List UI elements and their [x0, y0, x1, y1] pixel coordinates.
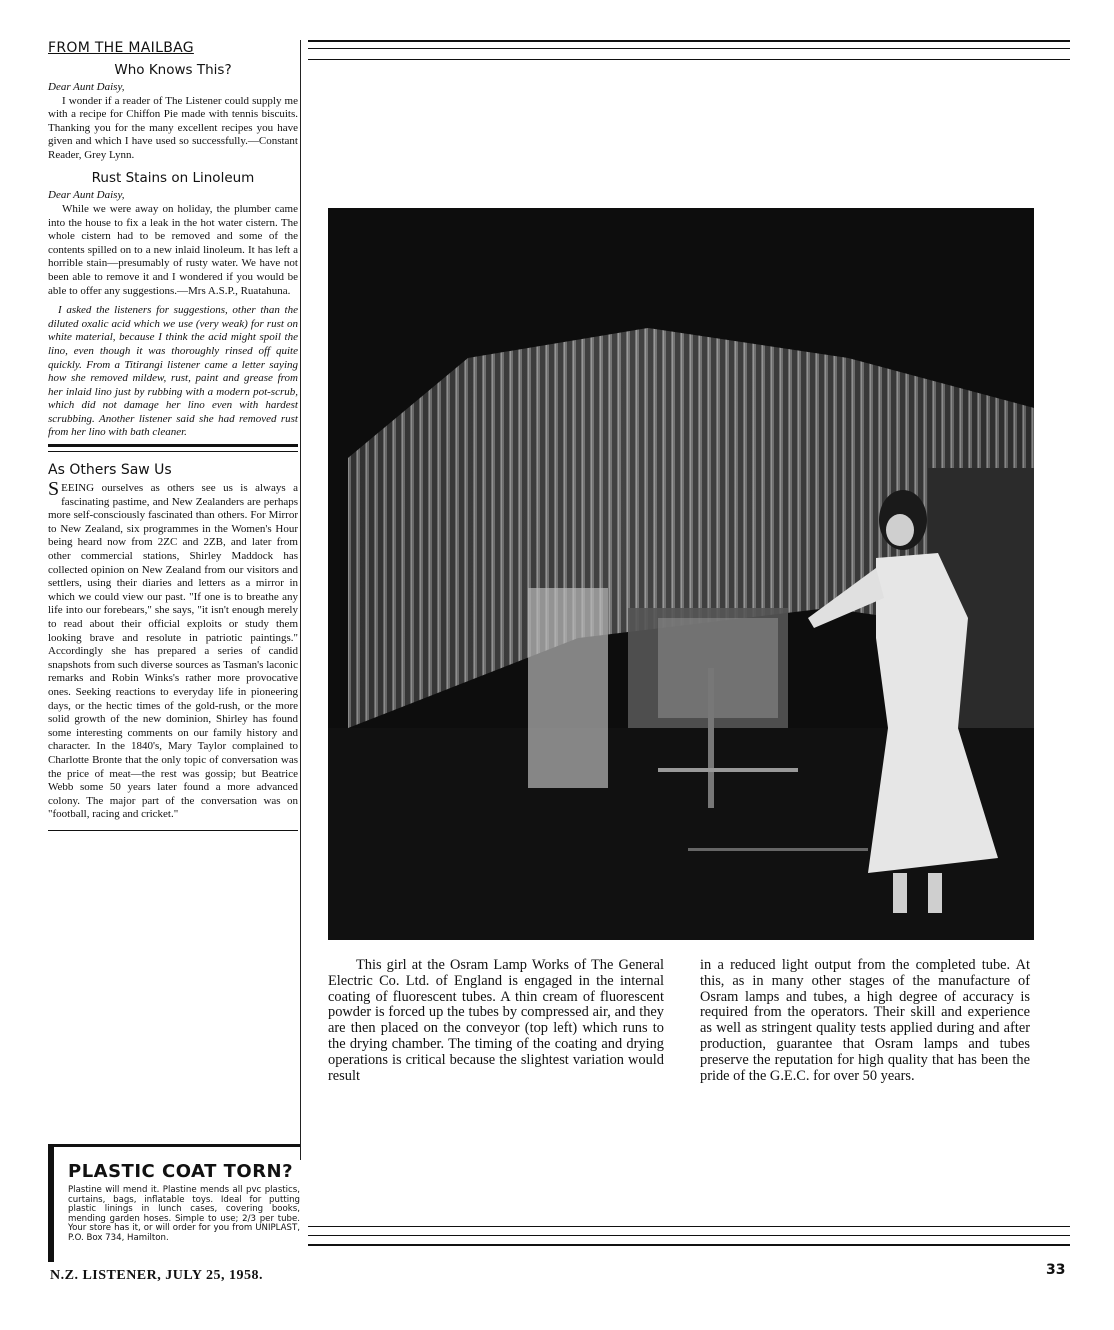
ad-box — [48, 1144, 300, 1262]
letter2-reply: I asked the listeners for suggestions, other than the diluted oxalic acid which we use (very weak) for rust on white material, because I think the acid might spoil the lino, even though it was thoroughly rinsed off quite quickly. From a Titirangi listener came a letter saying how she removed mildew, rust, paint and grease from her inlaid lino just by rubbing with a modern pot-scrub, which did not damage her lino even with hardest scrubbing. Another listener said she had removed rust from her lino with bath cleaner. — [48, 304, 298, 439]
letter2-body: While we were away on holiday, the plumber came into the house to fix a leak in the hot water cistern. The whole cistern had to be removed and some of the contents spilled on to a new inlaid linoleum. It has left a horrible stain—presumably of rusty water. We have not been able to remove it and I wondered if you would be able to offer any suggestions.—Mrs A.S.P., Ruatahuna. — [48, 202, 298, 297]
caption-right: in a reduced light output from the completed tube. At this, as in many other stages of the manufacture of Osram lamps and tubes, a high degree of accuracy is required from the operators. Their skill and experience as well as stringent quality tests applied during and after production, guarantee that Osram lamps and tubes preserve the reputation for high quality that has been the pride of the G.E.C. for over 50 years. — [700, 957, 1030, 1084]
others-heading: As Others Saw Us — [48, 462, 172, 479]
publication-footer: N.Z. LISTENER, JULY 25, 1958. — [50, 1268, 264, 1283]
factory-photo — [328, 208, 1034, 940]
others-text: EEING ourselves as others see us is always a fascinating pastime, and New Zealanders are perhaps more self-consciously fascinated than others. For Mirror to New Zealand, six programmes in the Women's Hour being heard now from 2ZC and 2ZB, and later from other commercial stations, Shirley Maddock has collected opinion on New Zealand from our visitors and settlers, using their diaries and letters as a mirror in which we could view our past. "If one is to breathe any life into our forebears," she says, "it isn't enough merely to read about their official exploits or study them looking brave and resolute in patriotic paintings." Accordingly she has prepared a series of candid snapshots from such diverse sources as Tasman's laconic remarks and Robin Winks's rather more provocative ones. Seeking reactions to everyday life in pioneering days, or the hectic times of the gold-rush, or the more solid growth of the new dominion, Shirley has found some interesting comments on our family history and character. In the 1840's, Mary Taylor complained to Charlotte Bronte that the only topic of conversation was the price of meat—the rest was gossip; but Beatrice Webb some 50 years later found a more advanced colony. The major part of the conversation was on "football, racing and cricket." — [48, 482, 298, 821]
column-end-rule — [48, 830, 298, 831]
ad-title: PLASTIC COAT TORN? — [68, 1161, 294, 1182]
caption-left: This girl at the Osram Lamp Works of The General Electric Co. Ltd. of England is engaged in the internal coating of fluorescent tubes. A thin cream of fluorescent powder is forced up the tubes by compressed air, and they are then placed on the conveyor (top left) which runs to the drying chamber. The timing of the coating and drying operations is critical because the slightest variation would result — [328, 957, 664, 1084]
others-body — [48, 478, 298, 822]
letter1-heading: Who Knows This? — [114, 62, 232, 78]
letter2-greeting: Dear Aunt Daisy, — [48, 189, 125, 202]
footer-rules — [308, 1226, 1070, 1246]
section-divider-thin — [48, 451, 298, 452]
section-title: FROM THE MAILBAG — [48, 40, 194, 56]
header-rules-top — [308, 40, 1070, 60]
ad-body: Plastine will mend it. Plastine mends all pvc plastics, curtains, bags, inflatable toys. Ideal for putting plastic linings in lunch cases, covering books, mending garden hoses. Simple to use; 2/3 per tube. Your store has it, or will order for you from UNIPLAST, P.O. Box 734, Hamilton. — [68, 1185, 300, 1243]
letter2-heading: Rust Stains on Linoleum — [91, 170, 255, 187]
left-column — [48, 40, 298, 833]
letter1-body: I wonder if a reader of The Listener could supply me with a recipe for Chiffon Pie made with tennis biscuits. Thanking you for the many excellent recipes you have given and which I have used so successfully.—Constant Reader, Grey Lynn. — [48, 94, 298, 161]
column-divider — [300, 40, 301, 1160]
letter1-greeting: Dear Aunt Daisy, — [48, 81, 125, 93]
page-number: 33 — [1046, 1262, 1066, 1278]
factory-photo-image — [328, 208, 1034, 940]
section-divider — [48, 444, 298, 447]
drop-cap: S — [48, 478, 60, 501]
